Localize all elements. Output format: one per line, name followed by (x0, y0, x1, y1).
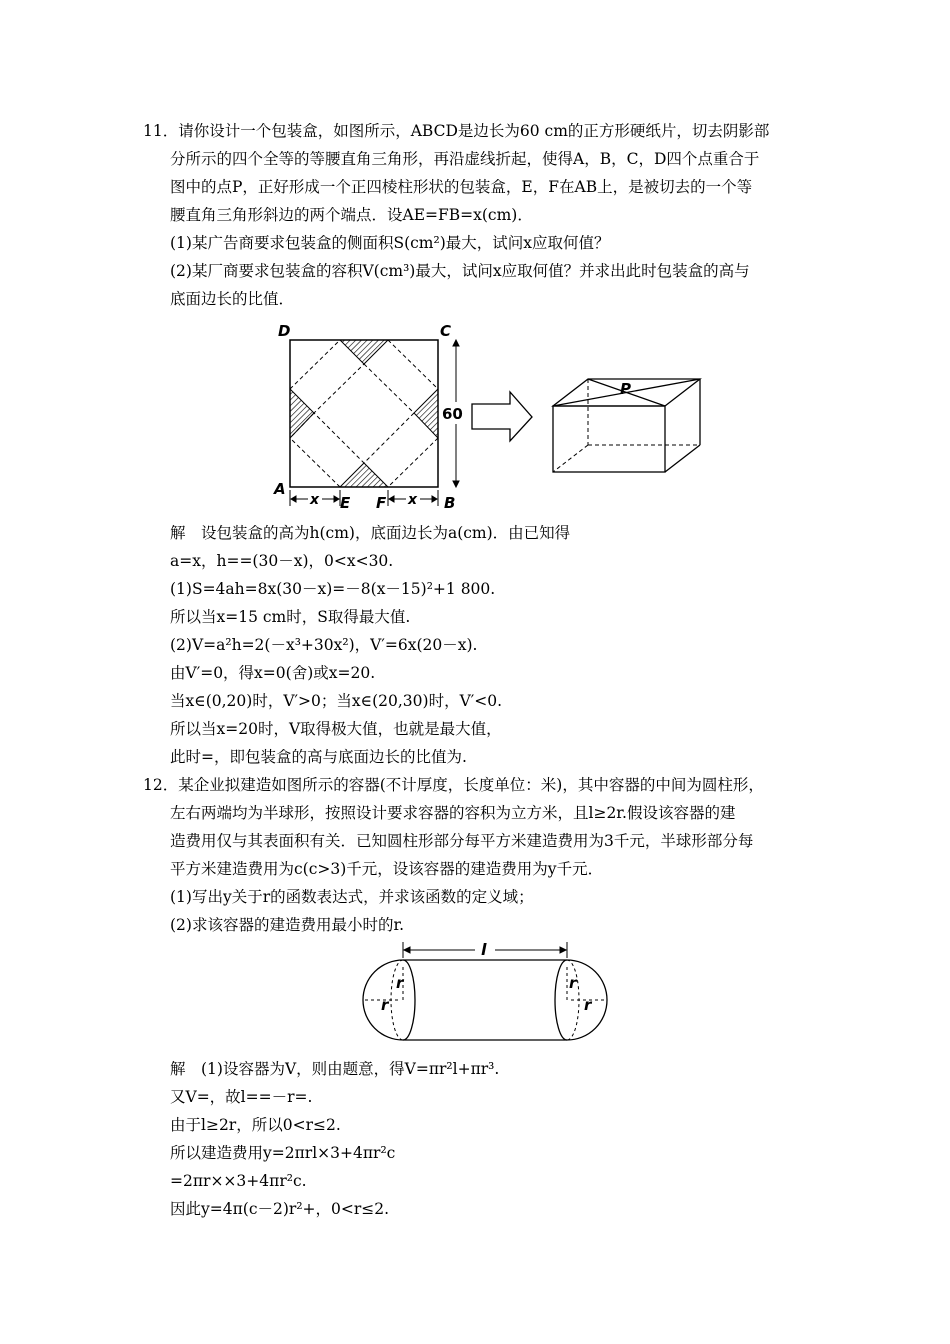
label-D: D (278, 322, 291, 340)
container-outline (363, 960, 607, 1040)
shaded-triangle-left (290, 389, 314, 438)
p12-solution-3: 由于l≥2r，所以0<r≤2. (170, 1116, 341, 1134)
p12-line-4: 平方米建造费用为c(c>3)千元，设该容器的建造费用为y千元． (170, 860, 604, 878)
p12-line-1: 12．某企业拟建造如图所示的容器(不计厚度，长度单位：米)，其中容器的中间为圆柱形， (143, 776, 764, 794)
p11-line-4: 腰直角三角形斜边的两个端点．设AE=FB=x(cm)． (170, 206, 533, 224)
label-x-left: x (310, 492, 320, 508)
label-r-2: r (396, 974, 404, 992)
p11-line-1: 11．请你设计一个包装盒，如图所示，ABCD是边长为60 cm的正方形硬纸片，切去阴影部 (143, 122, 770, 140)
label-r-4: r (584, 996, 592, 1014)
label-r-3: r (569, 974, 577, 992)
label-P: P (620, 380, 631, 398)
label-B: B (444, 494, 456, 512)
p11-solution-8: 所以当x=20时，V取得极大值，也就是最大值， (170, 720, 502, 738)
p11-part-1: (1)某广告商要求包装盒的侧面积S(cm²)最大，试问x应取何值？ (170, 234, 610, 252)
p12-line-2: 左右两端均为半球形，按照设计要求容器的容积为立方米，且l≥2r.假设该容器的建 (170, 804, 736, 822)
shaded-triangle-bottom (340, 463, 388, 487)
p11-part-2-cont: 底面边长的比值． (170, 290, 295, 308)
p11-part-2: (2)某厂商要求包装盒的容积V(cm³)最大，试问x应取何值？并求出此时包装盒的高与 (170, 262, 750, 280)
p12-line-3: 造费用仅与其表面积有关．已知圆柱形部分每平方米建造费用为3千元，半球形部分每 (170, 832, 754, 850)
shaded-triangle-right (414, 389, 438, 438)
label-x-right: x (408, 492, 418, 508)
label-r-1: r (381, 996, 389, 1014)
arrow-icon (472, 392, 532, 441)
label-F: F (376, 494, 387, 512)
label-A: A (274, 480, 286, 498)
shaded-triangle-top (340, 340, 388, 364)
p11-solution-1: 解 设包装盒的高为h(cm)，底面边长为a(cm)．由已知得 (170, 524, 571, 542)
p11-solution-5: (2)V=a²h=2(－x³+30x²)，V′=6x(20－x). (170, 636, 478, 654)
p12-solution-6: 因此y=4π(c－2)r²+，0<r≤2. (170, 1200, 390, 1218)
label-C: C (440, 322, 452, 340)
label-l: l (481, 940, 487, 959)
p12-part-1: (1)写出y关于r的函数表达式，并求该函数的定义域； (170, 888, 534, 906)
p11-solution-6: 由V′=0，得x=0(舍)或x=20. (170, 664, 376, 682)
p11-solution-9: 此时=，即包装盒的高与底面边长的比值为. (170, 748, 467, 766)
p12-solution-2: 又V=，故l==－r=. (170, 1088, 313, 1106)
p11-figure (270, 318, 720, 518)
container-hidden-edges (365, 960, 605, 1040)
p12-solution-1: 解 (1)设容器为V，则由题意，得V=πr²l+πr³. (170, 1060, 500, 1078)
p11-line-3: 图中的点P，正好形成一个正四棱柱形状的包装盒，E，F在AB上，是被切去的一个等 (170, 178, 753, 196)
p11-solution-7: 当x∈(0,20)时，V′>0；当x∈(20,30)时，V′<0. (170, 692, 503, 710)
p11-solution-2: a=x，h==(30－x)，0<x<30. (170, 552, 394, 570)
label-E: E (340, 494, 351, 512)
label-60: 60 (442, 405, 463, 423)
p11-line-2: 分所示的四个全等的等腰直角三角形，再沿虚线折起，使得A，B，C，D四个点重合于 (170, 150, 760, 168)
p12-figure (355, 940, 615, 1050)
p11-solution-4: 所以当x=15 cm时，S取得最大值. (170, 608, 411, 626)
p11-solution-3: (1)S=4ah=8x(30－x)=－8(x－15)²+1 800. (170, 580, 496, 598)
p12-solution-4: 所以建造费用y=2πrl×3+4πr²c (170, 1144, 396, 1162)
p12-part-2: (2)求该容器的建造费用最小时的r. (170, 916, 405, 934)
p12-solution-5: =2πr××3+4πr²c. (170, 1172, 307, 1190)
